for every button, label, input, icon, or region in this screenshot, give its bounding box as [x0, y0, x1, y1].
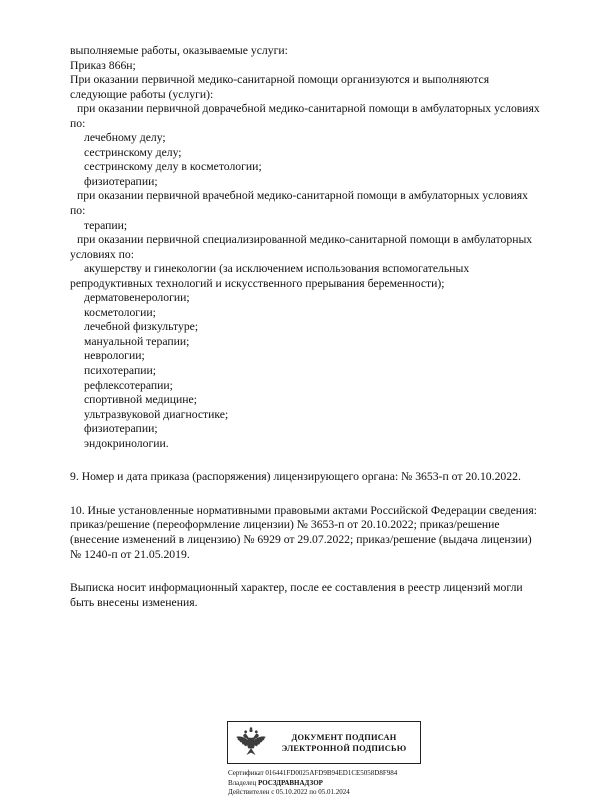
owner-value: РОСЗДРАВНАДЗОР — [258, 778, 323, 787]
document-paragraph: физиотерапии; — [84, 174, 158, 188]
document-paragraph: при оказании первичной врачебной медико-санитарной помощи в амбулаторных условиях по: — [70, 189, 528, 218]
stamp-title-line2: ЭЛЕКТРОННОЙ ПОДПИСЬЮ — [281, 743, 407, 753]
document-paragraph: неврологии; — [84, 349, 145, 363]
document-paragraph: при оказании первичной специализированной медико-санитарной помощи в амбулаторных условиях по: — [70, 233, 533, 261]
document-paragraph: Приказ 866н; — [70, 58, 136, 72]
document-paragraph: рефлексотерапии; — [84, 378, 173, 392]
double-headed-eagle-icon — [234, 726, 268, 760]
document-paragraph: ультразвуковой диагностике; — [84, 407, 229, 421]
document-paragraph: выполняемые работы, оказываемые услуги: — [70, 44, 288, 57]
document-paragraph: косметологии; — [84, 305, 156, 319]
document-paragraph: дерматовенерологии; — [84, 291, 190, 305]
document-paragraph: сестринскому делу в косметологии; — [84, 160, 262, 174]
document-paragraph: Выписка носит информационный характер, после ее составления в реестр лицензий могли быть внесены изменения. — [70, 581, 523, 609]
document-paragraph: 10. Иные установленные нормативными правовыми актами Российской Федерации сведения: приказ/решение (переоформление лицензии) № 3653-п от 20.10.2022; приказ/решение (внесение изменений в лицензию) № 6929 от 29.07.2022; приказ/решение (выдача лицензии) № 1240-п от 21.05.2019. — [70, 503, 537, 561]
document-paragraph: мануальной терапии; — [84, 334, 190, 348]
document-paragraph: лечебному делу; — [84, 131, 166, 145]
document-paragraph: при оказании первичной доврачебной медико-санитарной помощи в амбулаторных условиях по: — [70, 102, 540, 130]
document-paragraph: лечебной физкультуре; — [84, 320, 199, 334]
owner-label: Владелец — [228, 778, 257, 787]
document-paragraph: 9. Номер и дата приказа (распоряжения) лицензирующего органа: № 3653-п от 20.10.2022. — [70, 470, 521, 484]
owner-line — [228, 779, 421, 789]
stamp-box — [227, 721, 421, 764]
certificate-label: Сертификат — [228, 769, 264, 777]
document-paragraph: сестринскому делу; — [84, 145, 182, 159]
document-body — [70, 44, 540, 610]
certificate-line — [228, 769, 421, 779]
signature-stamp — [227, 721, 421, 798]
document-paragraph: При оказании первичной медико-санитарной помощи организуются и выполняются следующие работы (услуги): — [70, 73, 490, 101]
stamp-meta — [227, 769, 421, 798]
document-paragraph: психотерапии; — [84, 364, 156, 378]
document-paragraph: спортивной медицине; — [84, 393, 197, 407]
document-paragraph: эндокринологии. — [84, 436, 169, 450]
stamp-title — [275, 732, 413, 754]
certificate-value: 016441FD0025AFD9B94ED1CE5058D8F984 — [265, 769, 398, 777]
document-paragraph: физиотерапии; — [84, 422, 158, 436]
document-paragraph: терапии; — [84, 218, 128, 232]
validity-line: Действителен с 05.10.2022 по 05.01.2024 — [228, 788, 350, 797]
document-paragraph: акушерству и гинекологии (за исключением использования вспомогательных репродуктивных технологий и искусственного прерывания беременности); — [70, 262, 470, 290]
stamp-title-line1: ДОКУМЕНТ ПОДПИСАН — [291, 732, 397, 742]
